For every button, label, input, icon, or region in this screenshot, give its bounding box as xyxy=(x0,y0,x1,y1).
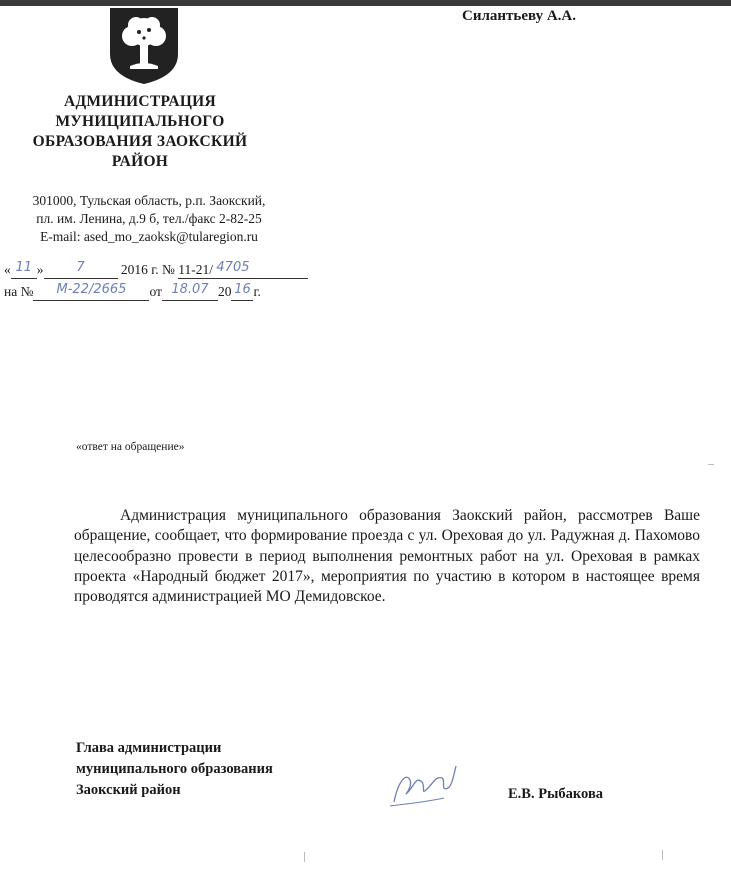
day-handwritten: 11 xyxy=(15,260,33,275)
scan-mark xyxy=(662,850,663,860)
incoming-number-handwritten: М-22/2665 xyxy=(56,282,127,297)
open-quote: « xyxy=(4,262,11,277)
month-field xyxy=(44,262,118,279)
org-line: ОБРАЗОВАНИЯ ЗАОКСКИЙ xyxy=(32,133,248,150)
coat-of-arms-oak-tree-icon xyxy=(106,6,182,86)
signatory-title-line: Глава администрации xyxy=(76,740,222,756)
scan-mark xyxy=(708,464,714,465)
incoming-reference-line xyxy=(4,284,261,301)
signatory-title-line: муниципального образования xyxy=(76,761,273,777)
org-line: РАЙОН xyxy=(111,153,169,170)
number-handwritten: 4705 xyxy=(216,260,250,275)
year-text: 2016 г. № xyxy=(120,262,175,277)
year-suffix: г. xyxy=(253,284,261,299)
outgoing-number-field xyxy=(178,262,308,279)
letter-body: Администрация муниципального образования Заокский район, рассмотрев Ваше обращение, сообщает, что формирование проезда с ул. Ореховая до ул. Радужная д. Пахомово целесообразно провести в период выполнения ремонтных работ на ул. Ореховая в рамках проекта «Народный бюджет 2017», мероприятия по участию в котором в настоящее время проводятся администрацией МО Демидовское. xyxy=(74,507,700,606)
address-line: 301000, Тульская область, р.п. Заокский, xyxy=(32,193,266,208)
handwritten-signature-icon xyxy=(386,762,458,812)
from-label: от xyxy=(149,284,162,299)
incoming-date-handwritten: 18.07 xyxy=(171,282,209,297)
incoming-number-field xyxy=(33,284,149,301)
day-field xyxy=(11,262,37,279)
signatory-title-line: Заокский район xyxy=(76,782,181,798)
close-quote: » xyxy=(36,262,44,277)
address-line: E-mail: ased_mo_zaoksk@tularegion.ru xyxy=(40,229,258,244)
letter-subject: «ответ на обращение» xyxy=(76,441,185,453)
incoming-year-field xyxy=(231,284,253,301)
incoming-date-field xyxy=(162,284,218,301)
address-line: пл. им. Ленина, д.9 б, тел./факс 2-82-25 xyxy=(36,211,262,226)
signer-name: Е.В. Рыбакова xyxy=(508,786,604,802)
incoming-year-handwritten: 16 xyxy=(234,282,251,297)
scan-mark xyxy=(304,852,305,862)
outgoing-reference-line xyxy=(4,262,308,279)
org-line: МУНИЦИПАЛЬНОГО xyxy=(55,113,225,130)
recipient-name: Силантьеву А.А. xyxy=(462,8,576,24)
reply-prefix: на № xyxy=(4,284,34,299)
month-handwritten: 7 xyxy=(76,260,85,275)
organization-address xyxy=(4,192,294,246)
number-prefix: 11-21/ xyxy=(178,262,214,277)
signatory-title xyxy=(76,738,273,801)
organization-name xyxy=(0,92,280,172)
year-prefix: 20 xyxy=(217,284,232,299)
org-line: АДМИНИСТРАЦИЯ xyxy=(63,93,217,110)
